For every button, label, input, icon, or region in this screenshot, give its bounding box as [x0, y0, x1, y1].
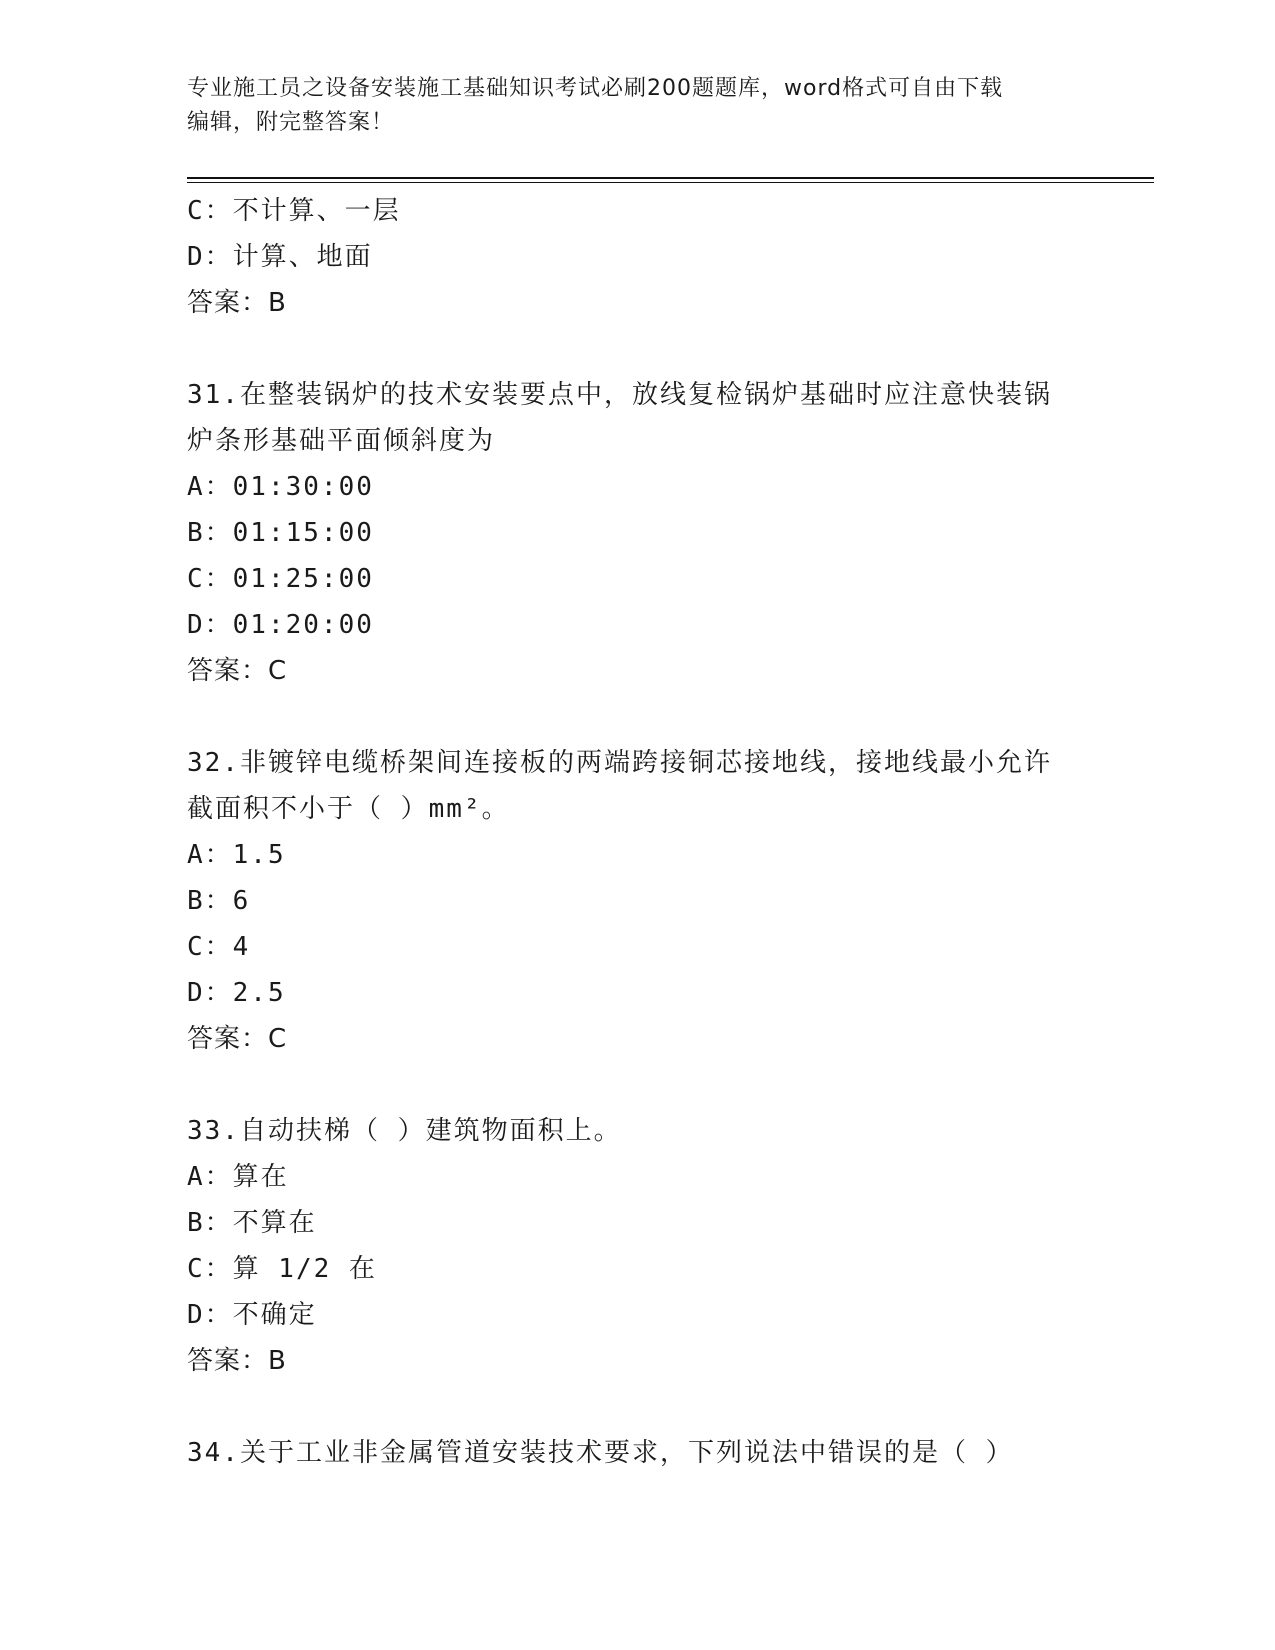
option-c: C：4	[187, 932, 251, 962]
question-stem: 31.在整装锅炉的技术安装要点中，放线复检锅炉基础时应注意快装锅	[187, 380, 1052, 410]
question-stem: 32.非镀锌电缆桥架间连接板的两端跨接铜芯接地线，接地线最小允许	[187, 748, 1052, 778]
question-34	[187, 1430, 1117, 1476]
option-a: A：算在	[187, 1162, 289, 1192]
option-c: C：01:25:00	[187, 564, 374, 594]
question-31	[187, 372, 1117, 694]
document-header	[187, 72, 1087, 140]
question-stem: 34.关于工业非金属管道安装技术要求，下列说法中错误的是（ ）	[187, 1438, 1014, 1468]
answer-label: 答案：C	[187, 656, 288, 686]
header-title-line-1: 专业施工员之设备安装施工基础知识考试必刷200题题库，word格式可自由下载	[187, 76, 1004, 101]
header-divider-thin	[187, 182, 1154, 183]
header-divider-thick	[187, 177, 1154, 179]
question-33	[187, 1108, 1117, 1384]
question-list	[187, 188, 1117, 1476]
answer-label: 答案：B	[187, 1346, 287, 1376]
option-b: B：6	[187, 886, 251, 916]
option-d: D：计算、地面	[187, 242, 373, 272]
question-stem: 炉条形基础平面倾斜度为	[187, 426, 496, 456]
answer-label: 答案：C	[187, 1024, 288, 1054]
option-d: D：2.5	[187, 978, 286, 1008]
question-stem: 33.自动扶梯（ ）建筑物面积上。	[187, 1116, 622, 1146]
option-a: A：01:30:00	[187, 472, 374, 502]
option-b: B：01:15:00	[187, 518, 374, 548]
option-c: C：算 1/2 在	[187, 1254, 377, 1284]
option-b: B：不算在	[187, 1208, 317, 1238]
question-stem: 截面积不小于（ ）mm²。	[187, 794, 510, 824]
option-c: C：不计算、一层	[187, 196, 401, 226]
option-a: A：1.5	[187, 840, 286, 870]
option-d: D：不确定	[187, 1300, 317, 1330]
question-32	[187, 740, 1117, 1062]
option-d: D：01:20:00	[187, 610, 374, 640]
header-title-line-2: 编辑，附完整答案！	[187, 110, 395, 135]
answer-label: 答案：B	[187, 288, 287, 318]
question-30-continuation	[187, 188, 1117, 326]
